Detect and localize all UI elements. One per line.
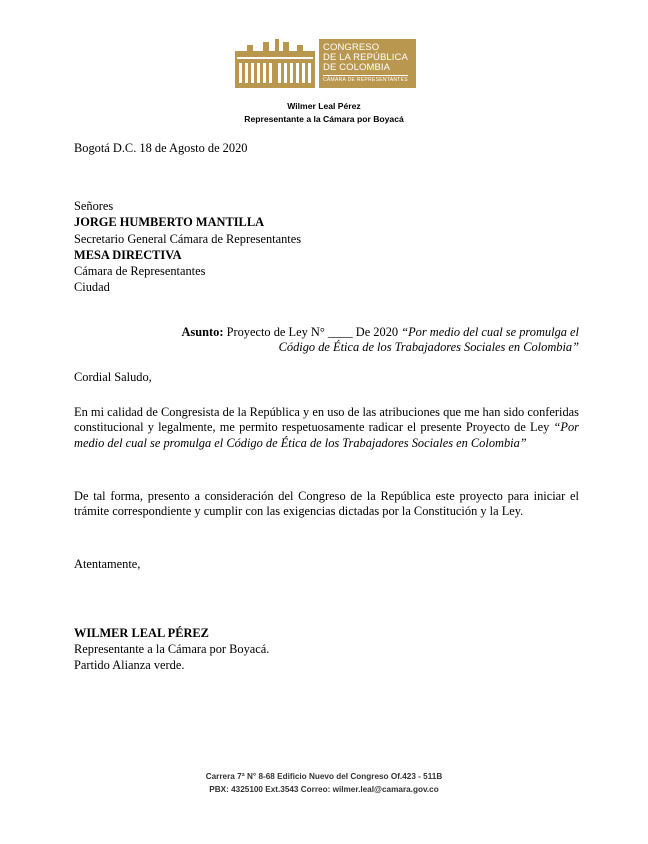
recipient-title-2: Cámara de Representantes (74, 264, 206, 278)
recipient-salutation: Señores (74, 199, 114, 213)
subject-label: Asunto: (181, 325, 224, 339)
subject-line-1 (181, 325, 579, 340)
footer-contact: PBX: 4325100 Ext.3543 Correo: wilmer.leal@camara.gov.co (209, 785, 439, 794)
paragraph-1-italic: “Por medio del cual se promulga el Código de Ética de los Trabajadores Sociales en Colombia” (74, 420, 579, 450)
paragraph-1-text: En mi calidad de Congresista de la República y en uso de las atribuciones que me han sido conferidas constitucional y legalmente, me permito respetuosamente radicar el presente Proyecto de Ley (74, 405, 579, 435)
logo-line-1: CONGRESO (323, 42, 380, 53)
recipient-title-1: Secretario General Cámara de Representantes (74, 232, 302, 246)
paragraph-2: De tal forma, presento a consideración del Congreso de la República este proyecto para iniciar el trámite correspondiente y cumplir con las exigencias dictadas por la Constitución y la Ley. (74, 489, 579, 519)
signature-role: Representante a la Cámara por Boyacá. (74, 642, 270, 656)
subject-text: Proyecto de Ley N° ____ De 2020 (223, 325, 402, 339)
recipient-city: Ciudad (74, 280, 110, 294)
logo-line-4: CÁMARA DE REPRESENTANTES (323, 77, 408, 83)
subject-title-1: “Por medio del cual se promulga el (401, 325, 579, 339)
signature-party: Partido Alianza verde. (74, 658, 185, 672)
letter-date: Bogotá D.C. 18 de Agosto de 2020 (74, 141, 248, 155)
greeting: Cordial Saludo, (74, 370, 152, 384)
logo-line-3: DE COLOMBIA (323, 62, 391, 73)
closing: Atentamente, (74, 557, 141, 571)
header-name: Wilmer Leal Pérez (287, 101, 361, 111)
recipient-name-1: JORGE HUMBERTO MANTILLA (74, 215, 265, 229)
signature-name: WILMER LEAL PÉREZ (74, 626, 209, 640)
subject-title-2: Código de Ética de los Trabajadores Sociales en Colombia” (278, 340, 579, 354)
recipient-name-2: MESA DIRECTIVA (74, 248, 182, 262)
logo-text (323, 43, 408, 84)
footer-address: Carrera 7ª N° 8-68 Edificio Nuevo del Congreso Of.423 - 511B (205, 772, 443, 781)
header-role: Representante a la Cámara por Boyacá (244, 114, 404, 124)
logo-line-2: DE LA REPÚBLICA (323, 52, 408, 63)
paragraph-1 (74, 405, 579, 451)
congress-logo (235, 39, 416, 88)
